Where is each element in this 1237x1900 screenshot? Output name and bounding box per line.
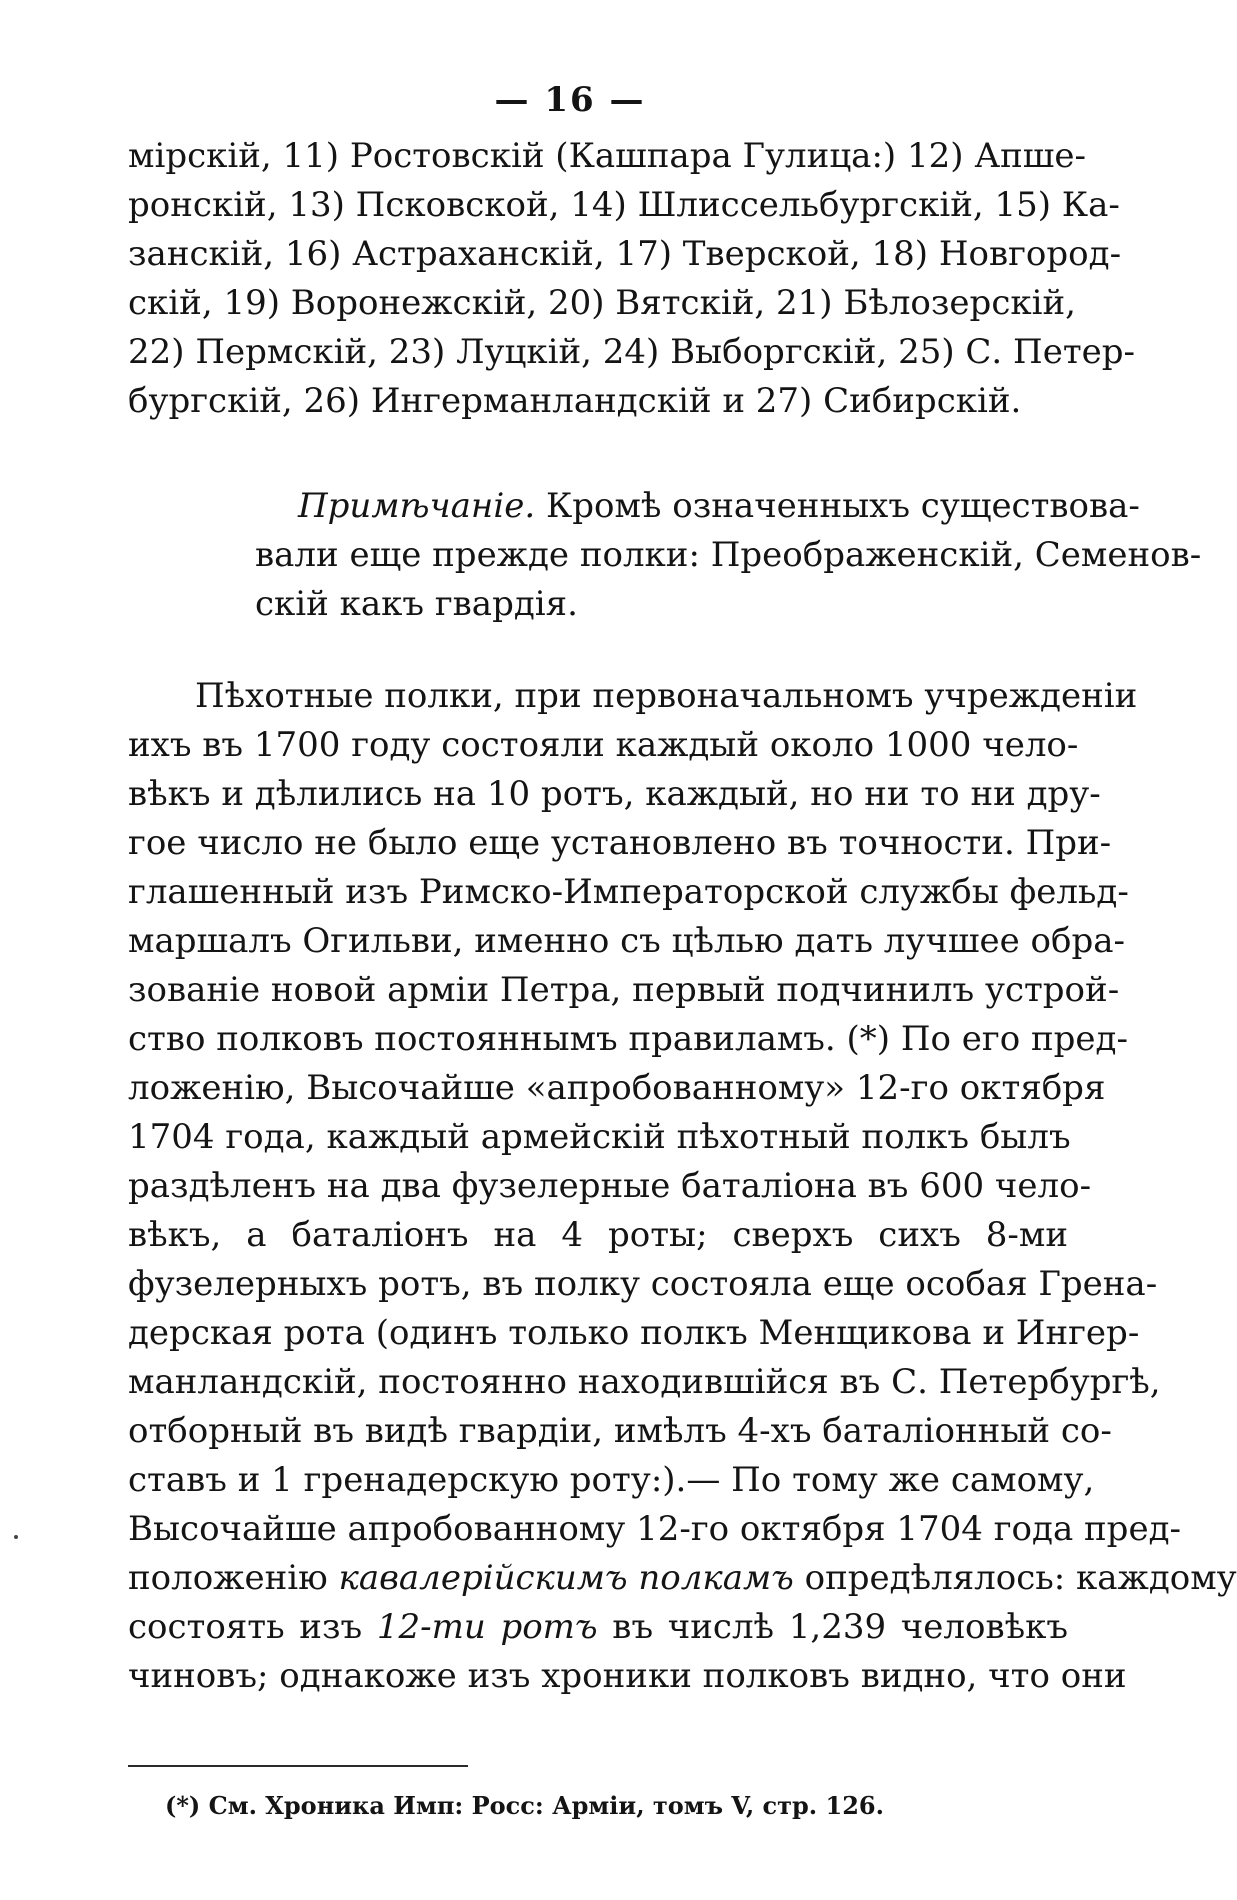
text-line: манландскій, постоянно находившійся въ С. Петербургѣ,: [128, 1362, 1161, 1402]
text-line: зованіе новой арміи Петра, первый подчинилъ устрой-: [128, 970, 1120, 1010]
text-segment: опредѣлялось: каждому: [804, 1558, 1237, 1598]
text-line: ихъ въ 1700 году состояли каждый около 1000 чело-: [128, 725, 1079, 765]
text-segment: положенію: [128, 1558, 328, 1598]
text-line: ство полковъ постояннымъ правиламъ. (*) По его пред-: [128, 1019, 1128, 1059]
text-line-with-italic: [128, 1603, 1068, 1651]
text-line: отборный въ видѣ гвардіи, имѣлъ 4-хъ баталіонный со-: [128, 1411, 1112, 1451]
scan-speck: [14, 1535, 18, 1539]
text-line: дерская рота (одинъ только полкъ Менщикова и Ингер-: [128, 1313, 1140, 1353]
footnote-divider: [128, 1765, 468, 1767]
note-first-line: [298, 482, 1140, 530]
text-segment: состоять изъ: [128, 1607, 363, 1647]
italic-term-companies: 12-ти ротъ: [376, 1607, 598, 1647]
text-line: Высочайше апробованному 12-го октября 1704 года пред-: [128, 1509, 1181, 1549]
text-line: маршалъ Огильви, именно съ цѣлью дать лучшее обра-: [128, 921, 1126, 961]
text-line: чиновъ; однакоже изъ хроники полковъ видно, что они: [128, 1656, 1127, 1696]
text-line: ронскій, 13) Псковской, 14) Шлиссельбургскій, 15) Ка-: [128, 185, 1120, 225]
note-line: скій какъ гвардія.: [255, 584, 578, 624]
text-line: раздѣленъ на два фузелерные баталіона въ 600 чело-: [128, 1166, 1092, 1206]
page-number: — 16 —: [494, 80, 646, 120]
text-line: гое число не было еще установлено въ точности. При-: [128, 823, 1112, 863]
text-line: бургскій, 26) Ингерманландскій и 27) Сибирскій.: [128, 381, 1022, 421]
text-line: ложенію, Высочайше «апробованному» 12-го октября: [128, 1068, 1106, 1108]
text-line: Пѣхотные полки, при первоначальномъ учрежденіи: [195, 676, 1138, 716]
text-line: глашенный изъ Римско-Императорской службы фельд-: [128, 872, 1129, 912]
text-line: фузелерныхъ ротъ, въ полку состояла еще особая Грена-: [128, 1264, 1158, 1304]
text-line: 22) Пермскій, 23) Луцкій, 24) Выборгскій, 25) С. Петер-: [128, 332, 1136, 372]
text-line-with-italic: [128, 1554, 1237, 1602]
footnote: (*) См. Хроника Имп: Росс: Арміи, томъ V, стр. 126.: [165, 1791, 884, 1820]
text-line: занскій, 16) Астраханскій, 17) Тверской, 18) Новгород-: [128, 234, 1122, 274]
text-line: 1704 года, каждый армейскій пѣхотный полкъ былъ: [128, 1117, 1071, 1157]
text-line: ставъ и 1 гренадерскую роту:).— По тому же самому,: [128, 1460, 1095, 1500]
text-line: скій, 19) Воронежскій, 20) Вятскій, 21) Бѣлозерскій,: [128, 283, 1076, 323]
note-label: Примѣчаніе.: [298, 486, 536, 526]
note-line: вали еще прежде полки: Преображенскій, Семенов-: [255, 535, 1202, 575]
note-text: Кромѣ означенныхъ существова-: [545, 486, 1140, 526]
italic-term-cavalry: кавалерійскимъ полкамъ: [338, 1558, 794, 1598]
text-line: мірскій, 11) Ростовскій (Кашпара Гулица:) 12) Апше-: [128, 136, 1086, 176]
text-line: вѣкъ, а баталіонъ на 4 роты; сверхъ сихъ 8-ми: [128, 1215, 1068, 1255]
text-segment: въ числѣ 1,239 человѣкъ: [612, 1607, 1068, 1647]
text-line: вѣкъ и дѣлились на 10 ротъ, каждый, но ни то ни дру-: [128, 774, 1101, 814]
